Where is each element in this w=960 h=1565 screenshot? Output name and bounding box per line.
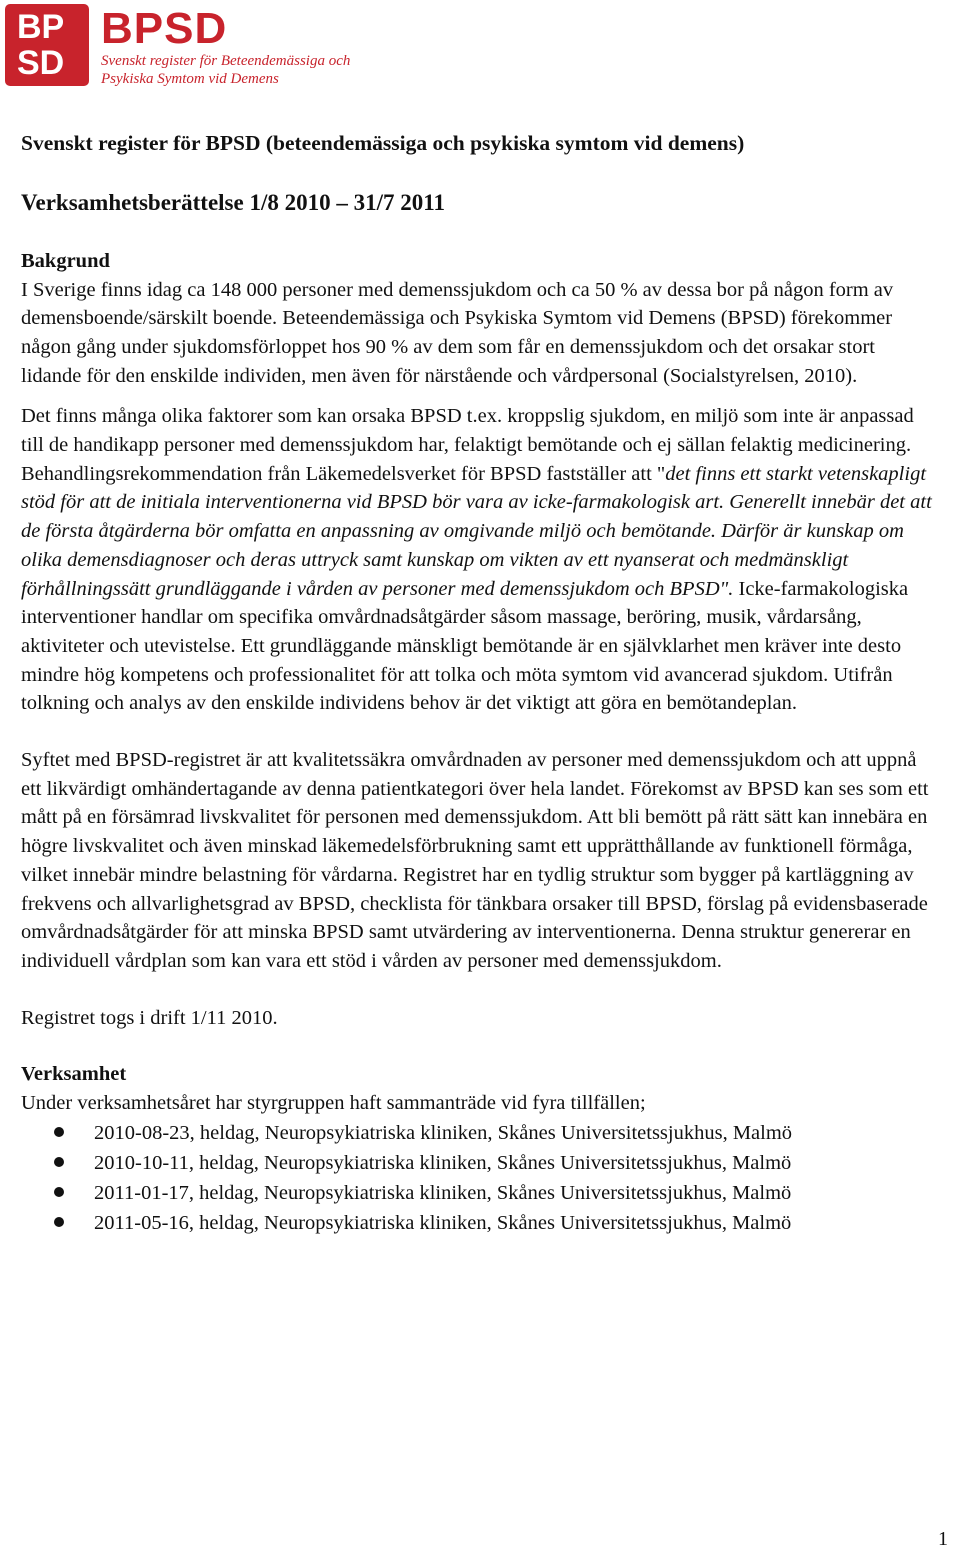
logo-mark-line2: SD bbox=[17, 44, 65, 82]
logo-mark bbox=[5, 4, 89, 86]
heading-verksamhet: Verksamhet bbox=[21, 1063, 127, 1086]
paragraph-background: I Sverige finns idag ca 148 000 personer med demenssjukdom och ca 50 % av dessa bor på någon form av demensboende/särskilt boende. Beteendemässiga och Psykiska Symtom vid Demens (BPSD) förekommer någon gång under sjukdomsförloppet hos 90 % av dem som får en demenssjukdom och det orsakar stort lidande för den enskilde individen, men även för närstående och vårdpersonal (Socialstyrelsen, 2010). bbox=[21, 278, 894, 387]
paragraph-purpose: Syftet med BPSD-registret är att kvalitetssäkra omvårdnaden av personer med demenssjukdom och att uppnå ett likvärdigt omhändertagande av denna patientkategori över hela landet. Förekomst av BPSD kan ses som ett mått på en försämrad livskvalitet för personen med demenssjukdom. Att bli bemött på rätt sätt kan innebära en högre livskvalitet och även minskad läkemedelsförbrukning samt ett upprätthållande av funktionell förmåga, vilket innebär mindre belastning för vårdarna. Registret har en tydlig struktur som bygger på kartläggning av frekvens och allvarlighetsgrad av BPSD, checklista för tänkbara orsaker till BPSD, förslag på evidensbaserade omvårdnadsåtgärder för att minska BPSD samt utvärdering av interventionerna. Denna struktur genererar en individuell vårdplan som kan vara ett stöd i vården av personer med demenssjukdom. bbox=[21, 749, 929, 972]
paragraph-meetings-intro: Under verksamhetsåret har styrgruppen haft sammanträde vid fyra tillfällen; bbox=[21, 1091, 646, 1114]
page-number: 1 bbox=[938, 1528, 948, 1550]
logo-wordmark bbox=[101, 6, 350, 88]
paragraph-launch: Registret togs i drift 1/11 2010. bbox=[21, 1006, 278, 1029]
logo-tagline-1: Svenskt register för Beteendemässiga och bbox=[101, 53, 351, 69]
list-item: 2010-08-23, heldag, Neuropsykiatriska kliniken, Skånes Universitetssjukhus, Malmö bbox=[94, 1118, 936, 1148]
list-item: 2011-01-17, heldag, Neuropsykiatriska kliniken, Skånes Universitetssjukhus, Malmö bbox=[94, 1178, 936, 1208]
document-body bbox=[21, 128, 936, 1238]
paragraph-factors bbox=[21, 402, 936, 718]
report-title: Verksamhetsberättelse 1/8 2010 – 31/7 2011 bbox=[21, 190, 445, 215]
factors-quote: det finns ett starkt vetenskapligt stöd för att de initiala interventionerna vid BPSD bör vara av icke-farmakologisk art. Generellt innebär det att de första åtgärderna bör omfatta en anpassning av omgivande miljö och bemötande. Därför är kunskap om olika demensdiagnoser och deras uttryck samt kunskap om vikten av ett nyanserat och medmänskligt förhållningssätt grundläggande i vården av personer med demenssjukdom och BPSD". bbox=[21, 462, 932, 600]
bpsd-logo bbox=[5, 4, 355, 88]
factors-text-b: Icke-farmakologiska interventioner handlar om specifika omvårdnadsåtgärder såsom massage, beröring, musik, vårdarsång, aktiviteter och utevistelse. Ett grundläggande mänskligt bemötande är en självklarhet men kräver inte desto mindre hög kompetens och professionalitet för att tolka och möta symtom vid avancerad sjukdom. Utifrån tolkning och analys av den enskilde individens behov är det viktigt att göra en bemötandeplan. bbox=[21, 577, 909, 715]
logo-mark-line1: BP bbox=[17, 8, 65, 46]
list-item: 2010-10-11, heldag, Neuropsykiatriska kliniken, Skånes Universitetssjukhus, Malmö bbox=[94, 1148, 936, 1178]
meeting-list bbox=[21, 1118, 936, 1238]
list-item: 2011-05-16, heldag, Neuropsykiatriska kliniken, Skånes Universitetssjukhus, Malmö bbox=[94, 1208, 936, 1238]
factors-text-a: Det finns många olika faktorer som kan orsaka BPSD t.ex. kroppslig sjukdom, en miljö som inte är anpassad till de handikapp personer med demenssjukdom har, felaktigt bemötande och ej sällan felaktig medicinering. Behandlingsrekommendation från Läkemedelsverket för BPSD fastställer att " bbox=[21, 405, 914, 485]
document-title: Svenskt register för BPSD (beteendemässiga och psykiska symtom vid demens) bbox=[21, 131, 745, 155]
logo-name: BPSD bbox=[101, 4, 228, 53]
heading-bakgrund: Bakgrund bbox=[21, 250, 110, 272]
logo-tagline-2: Psykiska Symtom vid Demens bbox=[101, 71, 279, 87]
